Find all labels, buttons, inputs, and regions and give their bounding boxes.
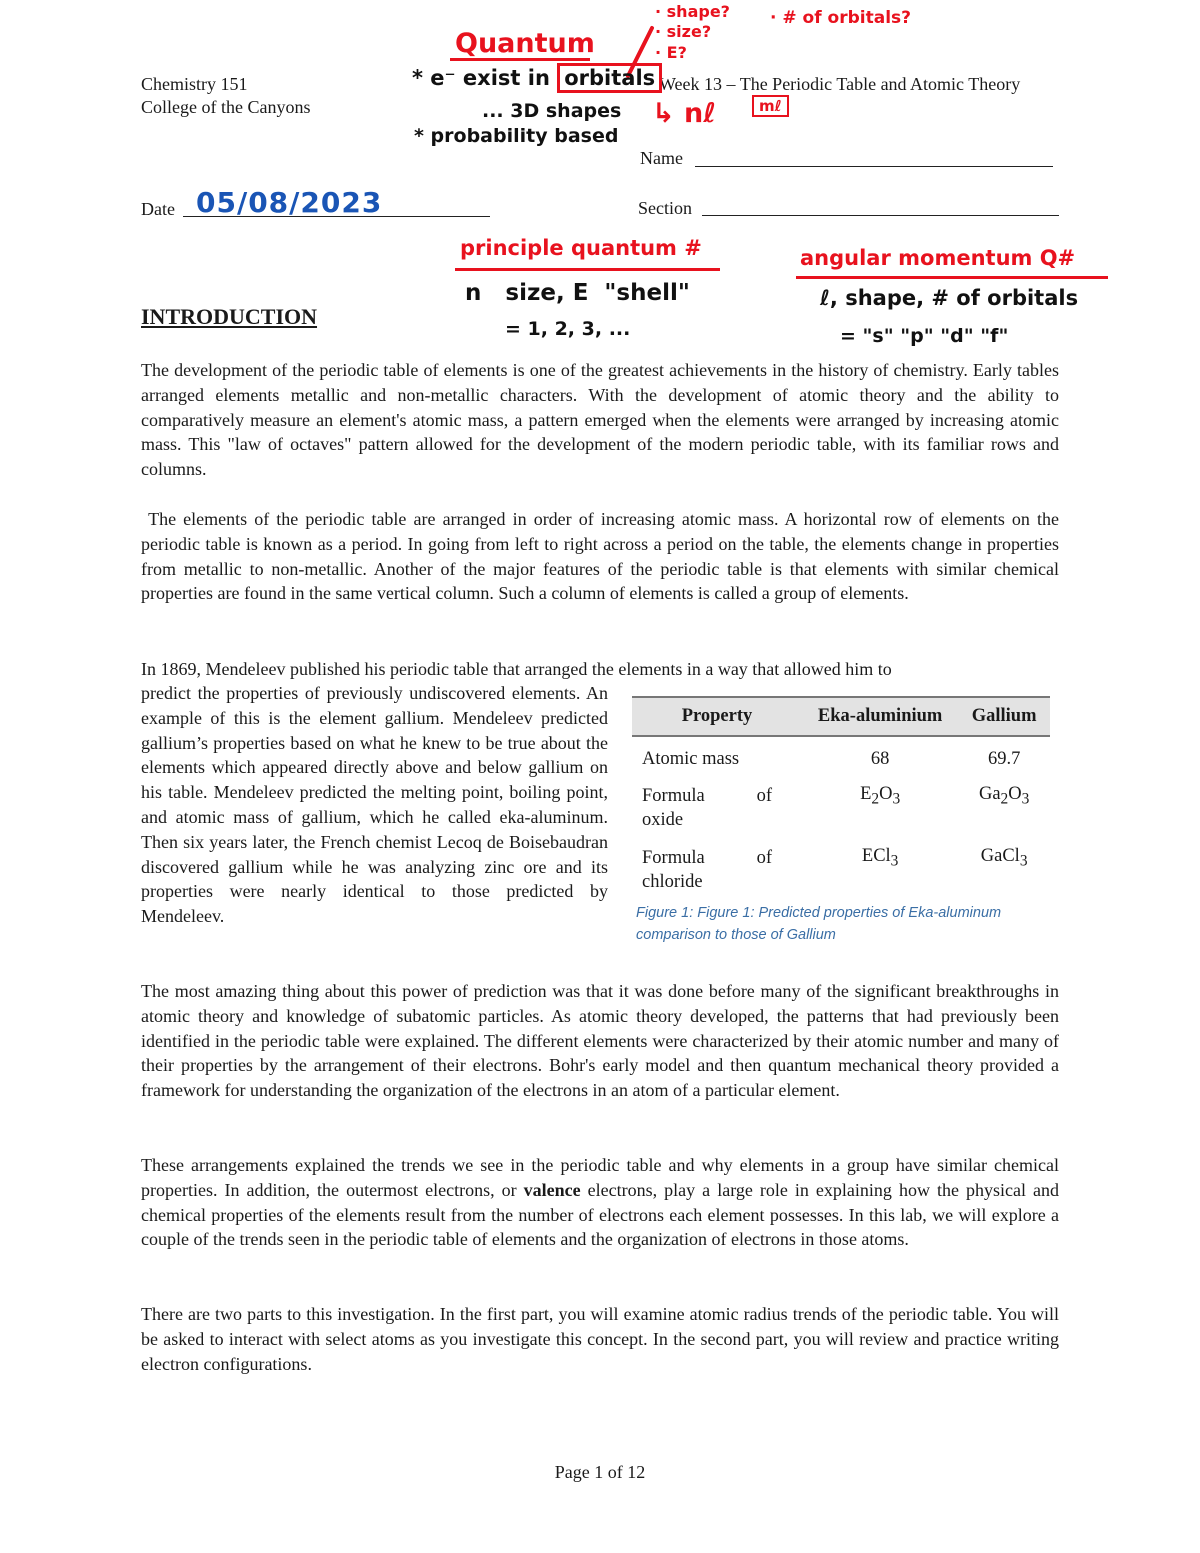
formula-subscript: 2	[871, 790, 880, 808]
handwritten-shape-question: · shape?	[655, 2, 730, 21]
handwritten-arrow-n-l: ↳ nℓ	[652, 98, 716, 129]
name-field-line[interactable]	[695, 166, 1053, 167]
paragraph-3-first-line: In 1869, Mendeleev published his periodic table that arranged the elements in a way that allowed him to	[141, 659, 892, 679]
section-heading: INTRODUCTION	[141, 304, 318, 329]
caption-line-1: Figure 1: Figure 1: Predicted properties of Eka-aluminum	[636, 905, 1002, 921]
caption-line-2: comparison to those of Gallium	[636, 927, 836, 943]
handwritten-size-question: · size?	[655, 22, 712, 41]
handwritten-electrons-exist	[412, 66, 662, 90]
paragraph-5-text: electrons, play a large role in explaining how the physical and chemical properties of the elements result from the number of electrons each element possesses. In this lab, we will explore a couple of the trends seen in the periodic table of elements and the organization of electrons in those atoms.	[141, 1179, 1060, 1250]
paragraph-6: There are two parts to this investigation. In the first part, you will examine atomic radius trends of the periodic table. You will be asked to interact with select atoms as you investigate this concept. In the second part, you will review and practice writing electron configurations.	[141, 1304, 1059, 1374]
handwritten-orbitals-question: · # of orbitals?	[770, 8, 911, 28]
formula-part: O	[1008, 784, 1022, 804]
formula-subscript: 3	[890, 852, 899, 870]
formula-part: GaCl	[980, 846, 1020, 866]
handwritten-orbitals-boxed: orbitals	[557, 63, 662, 93]
formula-subscript: 2	[1000, 790, 1009, 808]
section-label: Section	[638, 198, 692, 218]
formula-part: E	[860, 784, 872, 804]
label-of: of	[756, 786, 772, 806]
label-formula: Formula	[642, 848, 705, 868]
course-title: Chemistry 151	[141, 74, 248, 94]
handwritten-principle-quantum: principle quantum #	[460, 236, 702, 260]
table-row	[632, 777, 1050, 839]
formula-subscript: 3	[1021, 790, 1030, 808]
paragraph-3-body: predict the properties of previously undiscovered elements. An example of this is the element gallium. Mendeleev predicted gallium’s properties based on what he knew to be true about the elements which appeared directly above and below gallium on his table. Mendeleev predicted the melting point, boiling point, and atomic mass of gallium, which he called eka-aluminum. Then six years later, the French chemist Lecoq de Boisebaudran discovered gallium while he was analyzing zinc ore and its properties were nearly identical to those predicted by Mendeleev.	[141, 683, 608, 927]
paragraph-2: The elements of the periodic table are arranged in order of increasing atomic mass. A horizontal row of elements on the periodic table is known as a period. In going from left to right across a period on the table, the elements change in properties from metallic to non-metallic. Another of the major features of the periodic table is that elements with similar chemical properties are found in the same vertical column. Such a column of elements is called a group of elements.	[141, 509, 1064, 604]
table-cell	[802, 777, 958, 839]
table-header-cell: Eka-aluminium	[802, 697, 958, 736]
table-header-row	[632, 697, 1050, 736]
table-row	[632, 839, 1050, 901]
date-label: Date	[141, 199, 175, 219]
handwritten-3d-shapes: ... 3D shapes	[482, 100, 622, 122]
paragraph-4: The most amazing thing about this power of prediction was that it was done before many of the significant breakthroughs in atomic theory and knowledge of subatomic particles. As atomic theory developed, the patterns that had previously been identified in the periodic table were explained. The different elements were characterized by their atomic number and many of their properties by the arrangement of their electrons. Bohr's early model and then quantum mechanical theory provided a framework for understanding the organization of the electrons in an atom of a particular element.	[141, 981, 1059, 1101]
handwritten-date-value: 05/08/2023	[196, 186, 383, 219]
quantum-underline	[450, 58, 590, 61]
paragraph-5-text: These arrangements explained the trends we see in the periodic table and why elements in a group have similar chemical properties. In addition, the outermost electrons, or	[141, 1155, 1059, 1200]
table-header-cell: Gallium	[958, 697, 1050, 736]
label-of: of	[756, 848, 772, 868]
handwritten-n-line: n size, E "shell"	[465, 280, 690, 306]
formula-subscript: 3	[1019, 852, 1028, 870]
handwritten-probability: * probability based	[414, 125, 619, 147]
property-table-wrap	[632, 696, 1050, 901]
table-cell-label: Atomic mass	[642, 749, 740, 769]
handwritten-quantum: Quantum	[455, 28, 595, 59]
section-field-line[interactable]	[702, 215, 1059, 216]
table-header-cell: Property	[632, 697, 802, 736]
handwritten-l-values: = "s" "p" "d" "f"	[840, 325, 1009, 347]
table-cell: 69.7	[987, 749, 1021, 769]
table-cell	[802, 839, 958, 901]
paragraph-5	[141, 1153, 1059, 1252]
handwritten-angular-momentum: angular momentum Q#	[800, 246, 1076, 270]
handwritten-energy-question: · E?	[655, 43, 687, 62]
table-cell	[958, 839, 1050, 901]
formula-part: O	[879, 784, 893, 804]
handwritten-n-values: = 1, 2, 3, ...	[505, 318, 631, 340]
valence-bold: valence	[523, 1179, 581, 1200]
formula-part: Ga	[978, 784, 1001, 804]
handwritten-l-line: ℓ, shape, # of orbitals	[820, 286, 1079, 310]
label-chloride: chloride	[642, 872, 703, 892]
table-cell-label	[632, 839, 802, 901]
formula-part: ECl	[861, 846, 891, 866]
label-oxide: oxide	[642, 810, 684, 830]
handwritten-boxed-ml: mℓ	[752, 95, 789, 117]
name-label: Name	[640, 148, 683, 168]
paragraph-1: The development of the periodic table of elements is one of the greatest achievements in the history of chemistry. Early tables arranged elements metallic and non-metallic characters. With the development of atomic theory and the ability to comparatively measure an element's atomic mass, a pattern emerged when the elements were arranged by increasing atomic mass. This "law of octaves" pattern allowed for the development of the modern periodic table, with its familiar rows and columns.	[141, 360, 1059, 480]
table-row	[632, 736, 1050, 777]
page-number: Page 1 of 12	[554, 1462, 646, 1482]
angular-momentum-underline	[796, 276, 1108, 279]
table-cell-label	[632, 777, 802, 839]
table-cell	[958, 777, 1050, 839]
table-cell: 68	[870, 749, 890, 769]
figure-caption	[636, 902, 1056, 946]
label-formula: Formula	[642, 786, 705, 806]
principle-quantum-underline	[455, 268, 720, 271]
handwritten-electrons-prefix: * e⁻ exist in	[412, 66, 550, 90]
property-table	[632, 696, 1050, 901]
college-name: College of the Canyons	[141, 97, 311, 117]
formula-subscript: 3	[892, 790, 901, 808]
week-title: Week 13 – The Periodic Table and Atomic Theory	[659, 74, 1021, 94]
